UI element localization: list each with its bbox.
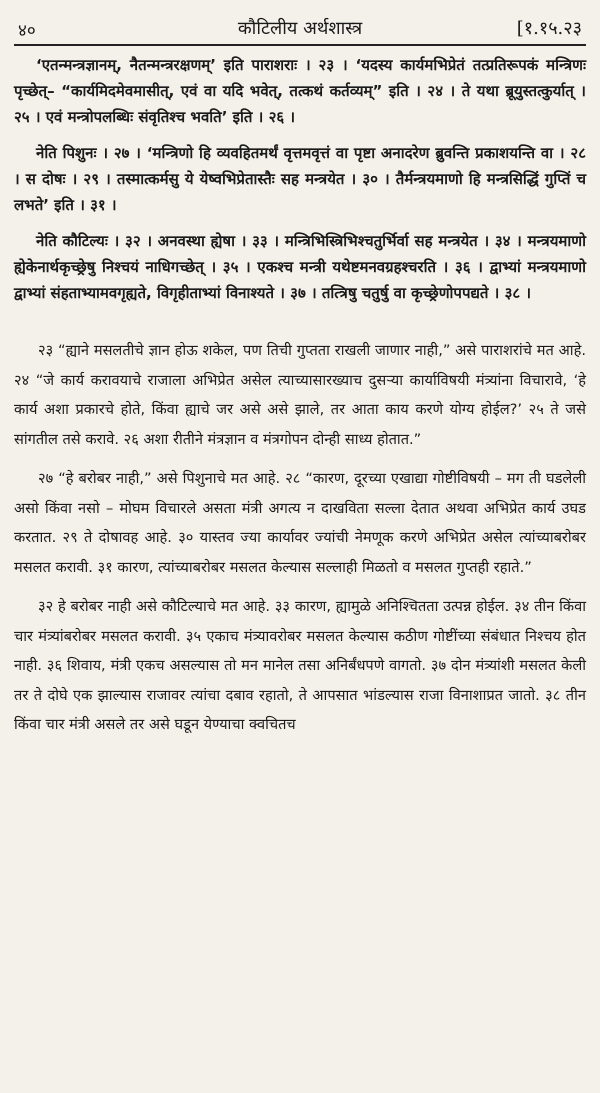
running-title: कौटिलीय अर्थशास्त्र (237, 18, 363, 39)
sanskrit-paragraph: ‘एतन्मन्त्रज्ञानम्, नैतन्मन्त्ररक्षणम्’ इति पाराशराः । २३ । ‘यदस्य कार्यमभिप्रेतं तत्प्रतिरूपकं मन्त्रिणः पृच्छेत्– “कार्यमिदमेवमासीत्, एवं वा यदि भवेत्, तत्कथं कर्तव्यम्” इति । २४ । ते यथा ब्रूयुस्तत्कुर्यात् । २५ । एवं मन्त्रोपलब्धिः संवृतिश्च भवति’ इति । २६ । (14, 56, 586, 126)
marathi-paragraph: ३२ हे बरोबर नाही असे कौटिल्याचे मत आहे. ३३ कारण, ह्यामुळे अनिश्चितता उत्पन्न होईल. ३४ तीन किंवा चार मंत्र्यांबरोबर मसलत करावी. ३५ एकाच मंत्र्यावरोबर मसलत केल्यास कठीण गोष्टींच्या संबंधात निश्चय होत नाही. ३६ शिवाय, मंत्री एकच असल्यास तो मन मानेल तसा अनिर्बंधपणे वागतो. ३७ दोन मंत्र्यांशी मसलत केली तर ते दोघे एक झाल्यास राजावर त्यांचा दबाव रहातो, ते आपसात भांडल्यास राजा विनाशाप्रत जातो. ३८ तीन किंवा चार मंत्री असले तर असे घडून येण्याचा क्वचितच (14, 598, 586, 733)
marathi-paragraph: २३ “ह्याने मसलतीचे ज्ञान होऊ शकेल, पण तिची गुप्तता राखली जाणार नाही,” असे पाराशरांचे मत आहे. २४ “जे कार्य करावयाचे राजाला अभिप्रेत असेल त्याच्यासारख्याच दुसऱ्या कार्याविषयी मंत्र्यांना विचारावे, ‘हे कार्य अशा प्रकारचे होते, किंवा ह्याचे जर असे असे झाले, तर आता काय करणे योग्य होईल?’ २५ ते जसे सांगतील तसे करावे. २६ अशा रीतीने मंत्रज्ञान व मंत्रगोपन दोन्ही साध्य होतात.” (14, 342, 586, 448)
sanskrit-paragraph: नेति कौटिल्यः । ३२ । अनवस्था ह्येषा । ३३ । मन्त्रिभिस्त्रिभिश्चतुर्भिर्वा सह मन्त्रयेत । ३४ । मन्त्रयमाणो ह्येकेनार्थकृच्छ्रेषु निश्चयं नाधिगच्छेत् । ३५ । एकश्च मन्त्री यथेष्टमनवग्रहश्चरति । ३६ । द्वाभ्यां मन्त्रयमाणो द्वाभ्यां संहताभ्यामवगृह्यते, विगृहीताभ्यां विनाश्यते । ३७ । तत्त्रिषु चतुर्षु वा कृच्छ्रेणोपपद्यते । ३८ । (14, 232, 586, 302)
page-header (14, 10, 586, 46)
section-reference: [१.१५.२३ (516, 18, 582, 39)
marathi-paragraph: २७ “हे बरोबर नाही,” असे पिशुनाचे मत आहे. २८ “कारण, दूरच्या एखाद्या गोष्टीविषयी – मग ती घडलेली असो किंवा नसो – मोघम विचारले असता मंत्री अगत्य न दाखविता सल्ला देतात अथवा अभिप्रेत कार्य उघड करतात. २९ ते दोषावह आहे. ३० यास्तव ज्या कार्यावर ज्यांची नेमणूक करणे अभिप्रेत असेल त्यांच्याबरोबर मसलत करावी. ३१ कारण, त्यांच्याबरोबर मसलत केल्यास सल्लाही मिळतो व मसलत गुप्तही रहाते.” (14, 470, 586, 576)
marathi-translation-block (14, 336, 586, 740)
sanskrit-text-block (14, 52, 586, 306)
sanskrit-paragraph: नेति पिशुनः । २७ । ‘मन्त्रिणो हि व्यवहितमर्थं वृत्तमवृत्तं वा पृष्टा अनादरेण ब्रुवन्ति प्रकाशयन्ति वा । २८ । स दोषः । २९ । तस्मात्कर्मसु ये येष्वभिप्रेतास्तैः सह मन्त्रयेत । ३० । तैर्मन्त्रयमाणो हि मन्त्रसिद्धिं गुप्तिं च लभते’ इति । ३१ । (14, 144, 586, 214)
page-number: ४० (18, 21, 36, 41)
